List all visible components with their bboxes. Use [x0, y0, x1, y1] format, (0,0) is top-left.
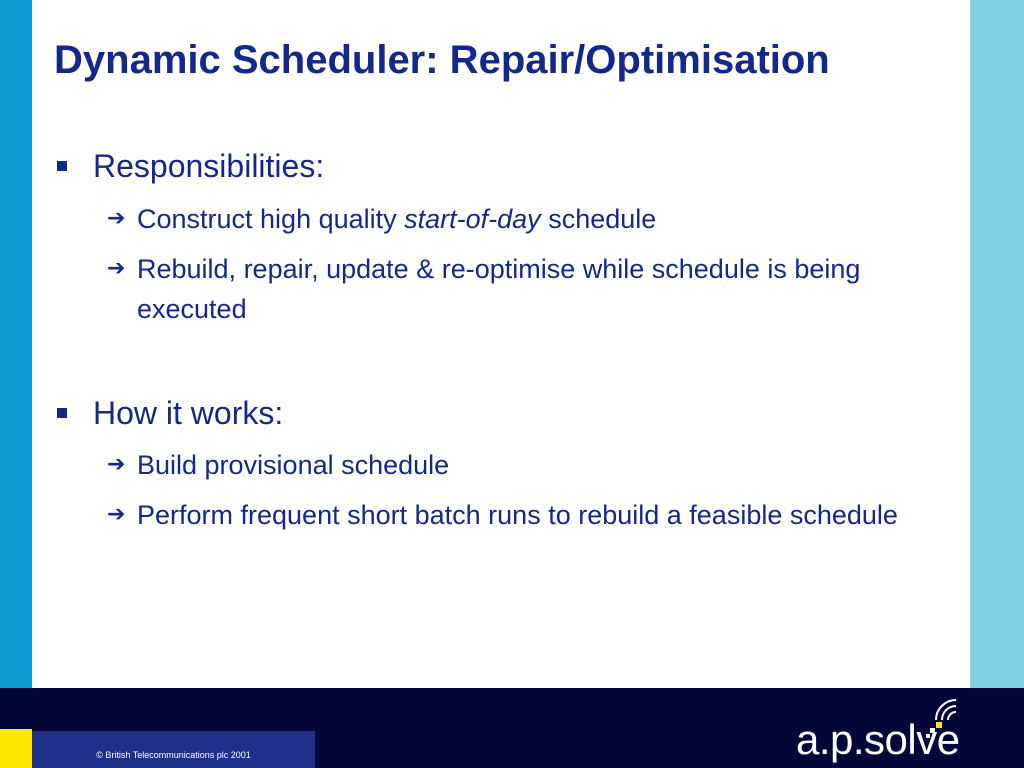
list-item-text: Rebuild, repair, update & re-optimise while schedule is being executed [137, 254, 861, 324]
list-item-text: Perform frequent short batch runs to rebuild a feasible schedule [137, 500, 898, 530]
square-bullet-icon [57, 408, 67, 418]
list-item-text: Construct high quality start-of-day schedule [137, 204, 657, 234]
slide-title: Dynamic Scheduler: Repair/Optimisation [54, 38, 830, 82]
right-arrow-icon: ➔ [107, 502, 126, 527]
right-arrow-icon: ➔ [107, 206, 126, 231]
section-heading: Responsibilities: [93, 148, 325, 184]
logo-text: a.p.solve [796, 716, 960, 763]
list-item-text: Build provisional schedule [137, 450, 450, 480]
square-bullet-icon [57, 161, 67, 171]
copyright-text: © British Telecommunications plc 2001 [96, 750, 251, 760]
list-item [107, 249, 937, 329]
right-arrow-icon: ➔ [107, 256, 126, 281]
section-heading: How it works: [93, 395, 284, 431]
emphasis-text: start-of-day [404, 204, 541, 234]
list-item [107, 199, 937, 239]
right-arrow-icon: ➔ [107, 452, 126, 477]
list-item [107, 495, 937, 535]
apsolve-logo [796, 696, 970, 768]
list-item [107, 445, 937, 485]
footer-yellow-block [0, 729, 32, 768]
